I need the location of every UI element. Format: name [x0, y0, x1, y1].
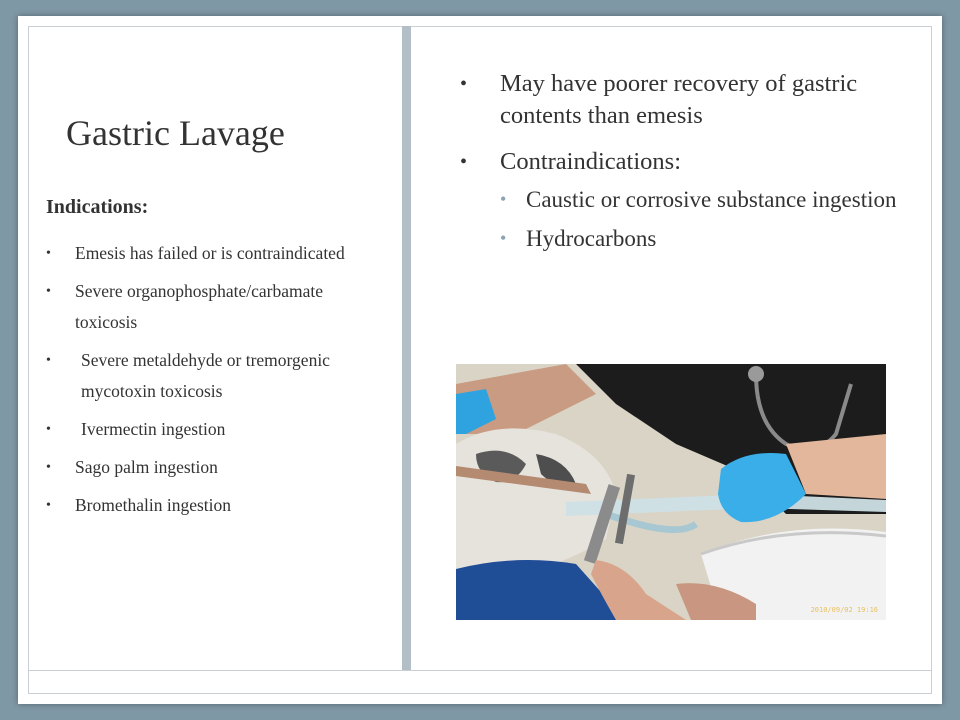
right-points-list — [460, 68, 900, 268]
list-item — [460, 146, 900, 254]
point-text: May have poorer recovery of gastric contents than emesis — [500, 70, 858, 129]
contraindications-list — [500, 184, 900, 254]
bullet-icon: • — [46, 353, 51, 368]
sub-bullet-icon: • — [500, 189, 507, 209]
list-item — [46, 276, 376, 338]
footer-divider — [29, 670, 931, 671]
indication-text: Severe organophosphate/carbamate toxicosis — [75, 281, 323, 332]
bullet-icon: • — [460, 73, 468, 95]
point-text: Contraindications: — [500, 148, 681, 175]
column-divider — [402, 26, 411, 670]
list-item — [46, 345, 376, 407]
indication-text: Severe metaldehyde or tremorgenic mycotoxin toxicosis — [81, 350, 330, 401]
bullet-icon: • — [46, 246, 51, 261]
bullet-icon: • — [46, 460, 51, 475]
indication-text: Sago palm ingestion — [75, 457, 218, 477]
list-item — [46, 414, 376, 445]
indication-text: Bromethalin ingestion — [75, 495, 232, 515]
contraindication-text: Caustic or corrosive substance ingestion — [526, 187, 897, 212]
list-item — [460, 68, 900, 132]
bullet-icon: • — [46, 284, 51, 299]
indication-text: Emesis has failed or is contraindicated — [75, 243, 345, 263]
list-item — [46, 238, 376, 269]
photo-illustration — [456, 364, 886, 620]
list-item — [500, 184, 900, 215]
list-item — [500, 223, 900, 254]
indications-list — [46, 238, 376, 528]
slide-title: Gastric Lavage — [66, 113, 285, 153]
bullet-icon: • — [46, 498, 51, 513]
indications-heading: Indications: — [46, 196, 149, 218]
contraindication-text: Hydrocarbons — [526, 226, 657, 251]
slide-frame — [18, 16, 942, 704]
bullet-icon: • — [460, 151, 468, 173]
list-item — [46, 490, 376, 521]
sub-bullet-icon: • — [500, 228, 507, 248]
list-item — [46, 452, 376, 483]
bullet-icon: • — [46, 422, 51, 437]
indication-text: Ivermectin ingestion — [81, 419, 226, 439]
photo-date-stamp: 2010/09/02 19:16 — [810, 606, 878, 614]
gastric-lavage-photo — [456, 364, 886, 620]
